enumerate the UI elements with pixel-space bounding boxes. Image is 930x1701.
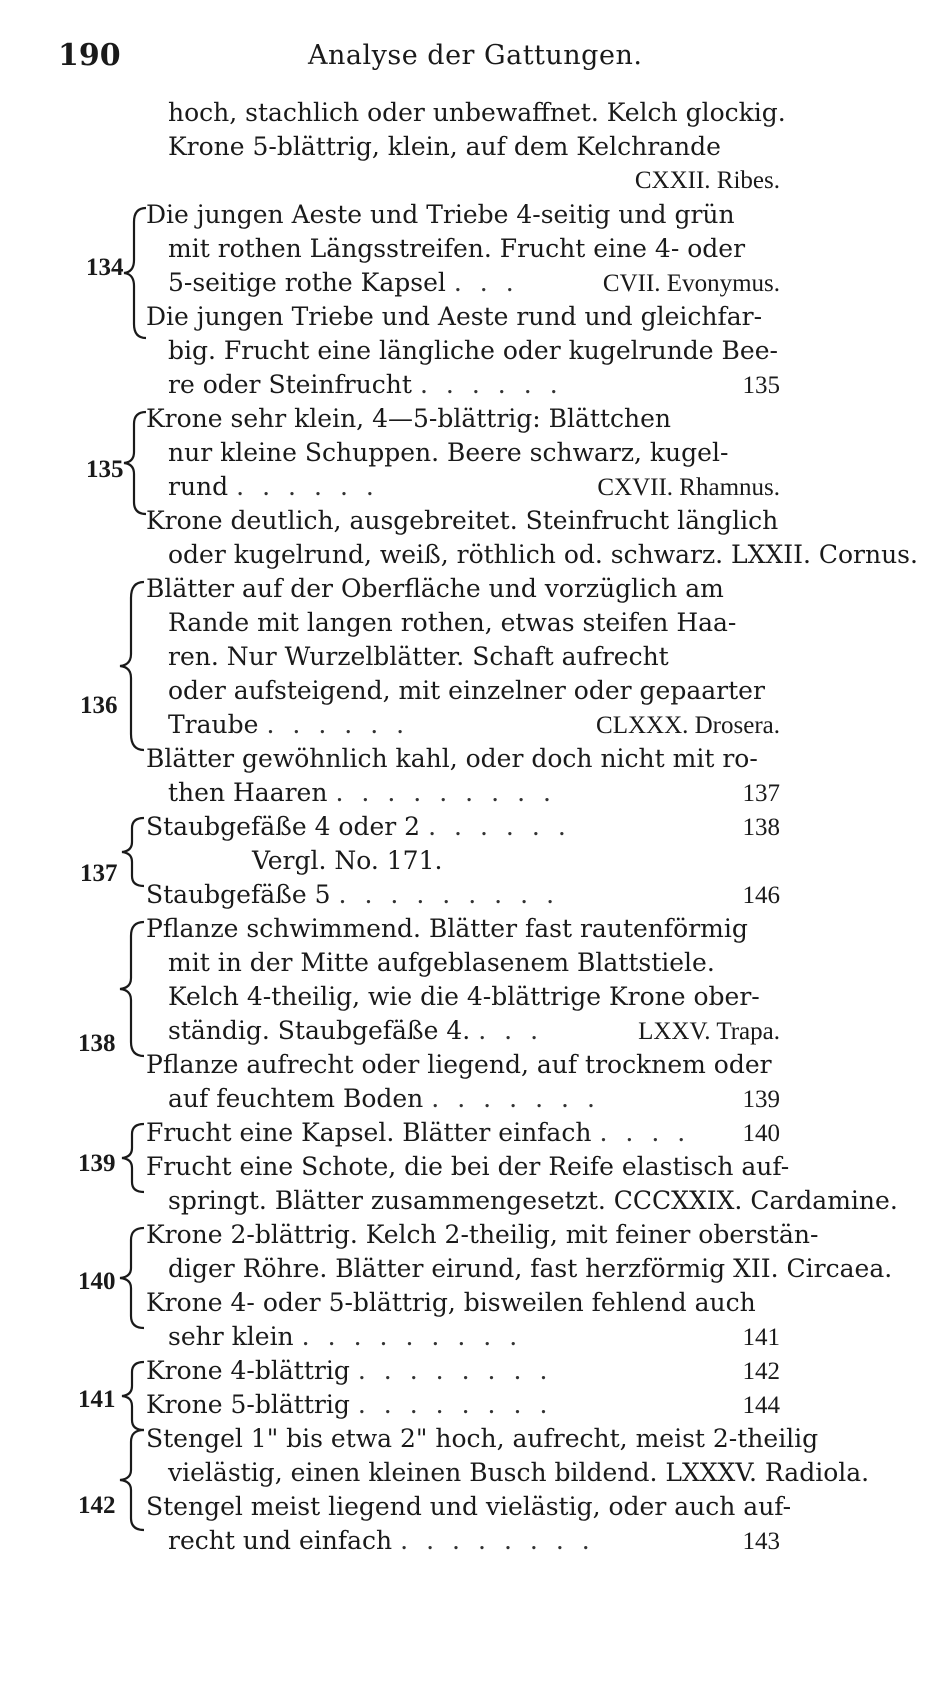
couplet-number: 141 <box>78 1386 116 1413</box>
key-line: CXXII. Ribes. <box>634 167 780 194</box>
key-line: diger Röhre. Blätter eirund, fast herzförmig XII. Circaea. <box>168 1254 893 1283</box>
key-line: re oder Steinfrucht ...... 135 <box>168 370 780 399</box>
key-line: nur kleine Schuppen. Beere schwarz, kugel- <box>168 438 729 467</box>
couplet-number: 138 <box>78 1030 116 1057</box>
key-line: Stengel meist liegend und vielästig, oder auch auf- <box>146 1492 792 1521</box>
key-line: Krone deutlich, ausgebreitet. Steinfrucht länglich <box>146 506 779 535</box>
key-line: Frucht eine Kapsel. Blätter einfach .... 140 <box>146 1118 780 1147</box>
brace-icon <box>118 580 146 752</box>
key-line: auf feuchtem Boden ....... 139 <box>168 1084 780 1113</box>
brace-icon <box>122 206 148 340</box>
key-line: Pflanze schwimmend. Blätter fast rautenförmig <box>146 914 748 943</box>
key-line: Frucht eine Schote, die bei der Reife elastisch auf- <box>146 1152 790 1181</box>
key-line: oder kugelrund, weiß, röthlich od. schwarz. LXXII. Cornus. <box>168 540 918 569</box>
couplet-number: 137 <box>80 860 118 887</box>
brace-icon <box>118 920 146 1058</box>
brace-icon <box>120 1122 146 1194</box>
key-line: mit in der Mitte aufgeblasenem Blattstiele. <box>168 948 715 977</box>
key-line: Staubgefäße 5 ......... 146 <box>146 880 780 909</box>
couplet-number: 135 <box>86 456 124 483</box>
brace-icon <box>120 816 146 888</box>
key-line: Blätter gewöhnlich kahl, oder doch nicht mit ro- <box>146 744 758 773</box>
running-head: Analyse der Gattungen. <box>308 40 643 71</box>
couplet-number: 139 <box>78 1150 116 1177</box>
key-line: Krone sehr klein, 4—5-blättrig: Blättchen <box>146 404 672 433</box>
key-line: Rande mit langen rothen, etwas steifen Haa- <box>168 608 737 637</box>
key-line: then Haaren ......... 137 <box>168 778 780 807</box>
key-line: Die jungen Triebe und Aeste rund und gleichfar- <box>146 302 763 331</box>
key-line: ren. Nur Wurzelblätter. Schaft aufrecht <box>168 642 669 671</box>
key-line: Blätter auf der Oberfläche und vorzüglich am <box>146 574 724 603</box>
key-line: Kelch 4-theilig, wie die 4-blättrige Krone ober- <box>168 982 760 1011</box>
brace-icon <box>118 1428 146 1532</box>
brace-icon <box>120 1360 146 1432</box>
page-header <box>58 38 858 82</box>
key-line: Krone 4- oder 5-blättrig, bisweilen fehlend auch <box>146 1288 756 1317</box>
key-line: ständig. Staubgefäße 4. ... LXXV. Trapa. <box>168 1016 780 1045</box>
key-line: recht und einfach ........ 143 <box>168 1526 780 1555</box>
key-line: oder aufsteigend, mit einzelner oder gepaarter <box>168 676 765 705</box>
key-line: Krone 4-blättrig ........ 142 <box>146 1356 780 1385</box>
key-line: rund ...... CXVII. Rhamnus. <box>168 472 780 501</box>
brace-icon <box>122 410 148 516</box>
key-line: springt. Blätter zusammengesetzt. CCCXXIX. Cardamine. <box>168 1186 898 1215</box>
brace-icon <box>118 1226 146 1330</box>
page-number: 190 <box>58 38 121 73</box>
couplet-number: 136 <box>80 692 118 719</box>
key-line: Krone 5-blättrig, klein, auf dem Kelchrande <box>168 132 721 161</box>
key-line: Pflanze aufrecht oder liegend, auf trocknem oder <box>146 1050 772 1079</box>
key-line: vielästig, einen kleinen Busch bildend. LXXXV. Radiola. <box>168 1458 870 1487</box>
key-line: big. Frucht eine längliche oder kugelrunde Bee- <box>168 336 778 365</box>
key-line: Vergl. No. 171. <box>252 846 443 875</box>
couplet-number: 134 <box>86 254 124 281</box>
couplet-number: 140 <box>78 1268 116 1295</box>
key-line: Krone 2-blättrig. Kelch 2-theilig, mit feiner oberstän- <box>146 1220 819 1249</box>
key-line: sehr klein ......... 141 <box>168 1322 780 1351</box>
key-line: Stengel 1" bis etwa 2" hoch, aufrecht, meist 2-theilig <box>146 1424 819 1453</box>
key-line: Die jungen Aeste und Triebe 4-seitig und grün <box>146 200 735 229</box>
couplet-number: 142 <box>78 1492 116 1519</box>
key-line: Traube ...... CLXXX. Drosera. <box>168 710 780 739</box>
key-line: hoch, stachlich oder unbewaffnet. Kelch glockig. <box>168 98 786 127</box>
key-line: mit rothen Längsstreifen. Frucht eine 4- oder <box>168 234 746 263</box>
key-line: 5-seitige rothe Kapsel ... CVII. Evonymus. <box>168 268 780 297</box>
key-line: Krone 5-blättrig ........ 144 <box>146 1390 780 1419</box>
key-line: Staubgefäße 4 oder 2 ...... 138 <box>146 812 780 841</box>
